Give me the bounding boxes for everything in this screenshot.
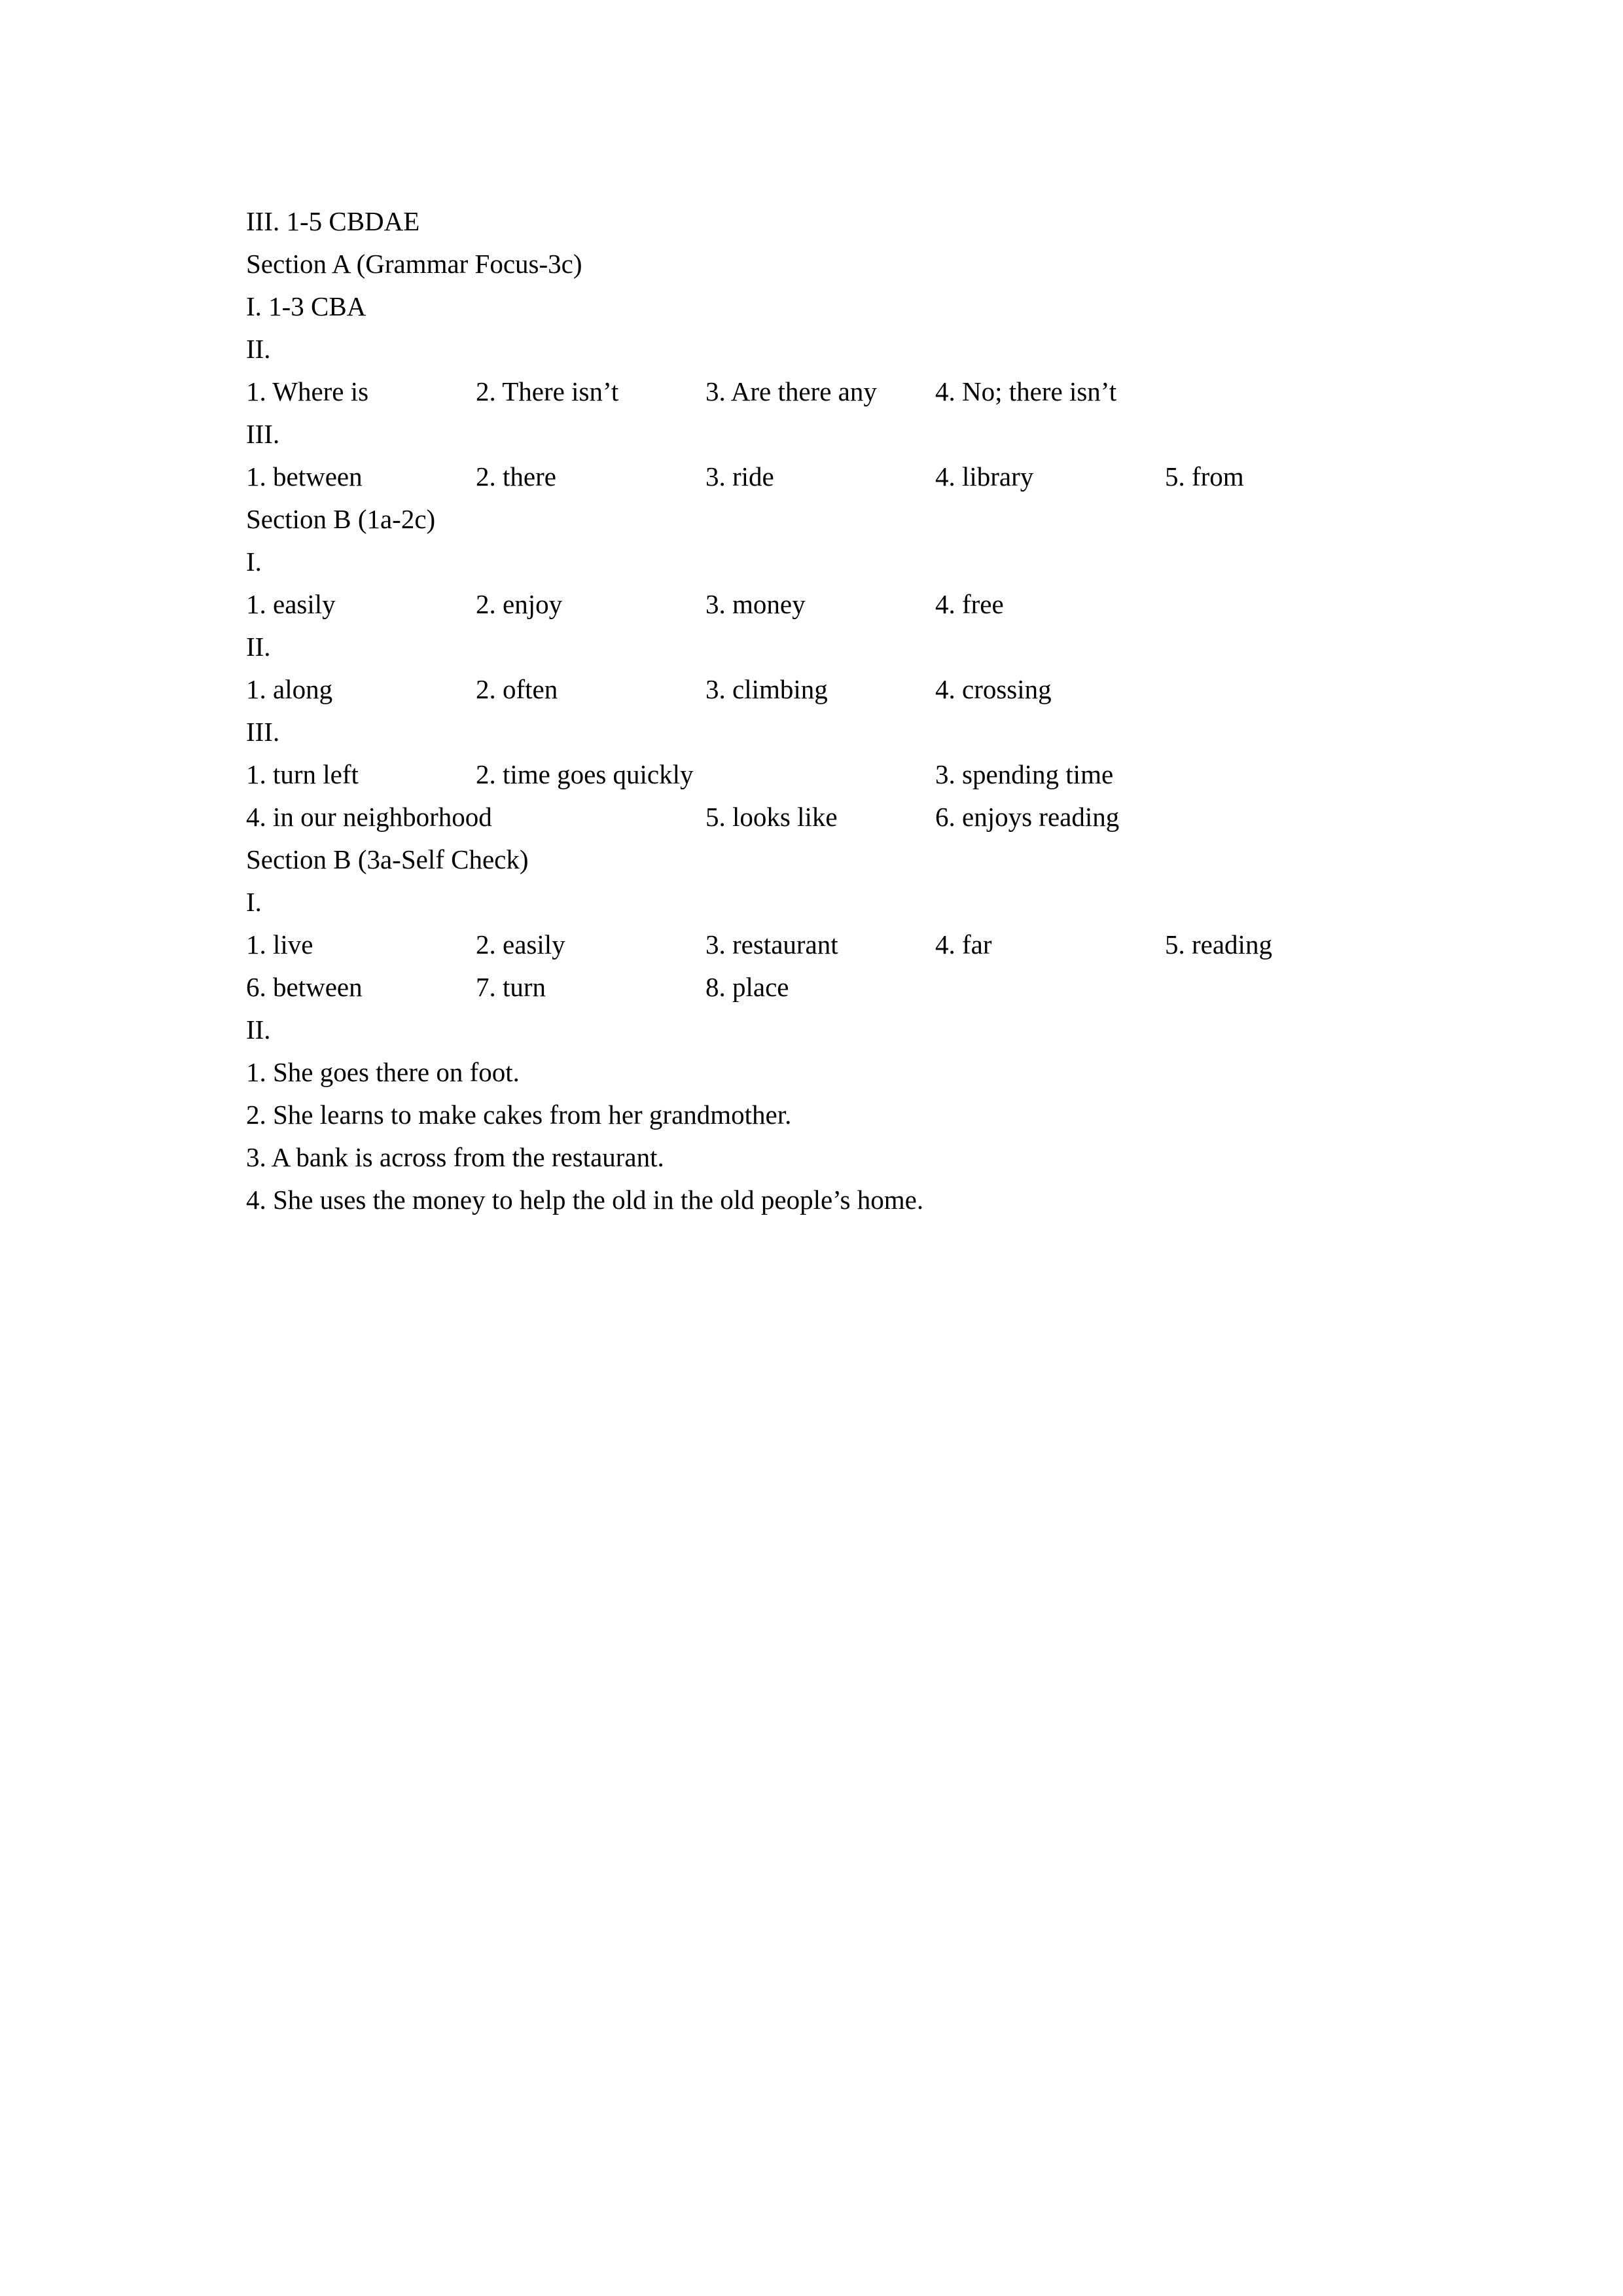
- answer-item: 4. free: [935, 589, 1004, 619]
- answer-sentence: 2. She learns to make cakes from her grandmother.: [246, 1100, 792, 1130]
- answer-item: 1. easily: [246, 589, 336, 619]
- part-label: II.: [246, 334, 271, 364]
- answer-item: 6. between: [246, 972, 363, 1002]
- answer-item: 4. library: [935, 461, 1034, 492]
- answer-item: 3. restaurant: [705, 929, 838, 960]
- part-ii-label: [246, 328, 1463, 370]
- answer-item: 4. No; there isn’t: [935, 376, 1117, 406]
- answer-sentence: 1. She goes there on foot.: [246, 1057, 520, 1087]
- answer-item: 3. money: [705, 589, 806, 619]
- answer-row: [246, 668, 1463, 711]
- answer-item: 5. from: [1165, 461, 1244, 492]
- answer-item: 2. there: [476, 461, 556, 492]
- answer-key-page: [246, 200, 1463, 1221]
- answer-item: 2. enjoy: [476, 589, 563, 619]
- sentence-answer: [246, 1051, 1463, 1094]
- answer-item: 3. Are there any: [705, 376, 877, 406]
- answer-item: 5. looks like: [705, 802, 838, 832]
- part-label: I.: [246, 887, 262, 917]
- answer-item: 3. spending time: [935, 759, 1114, 789]
- part-label: II.: [246, 1014, 271, 1045]
- answer-item: 7. turn: [476, 972, 546, 1002]
- part-iii-label: [246, 413, 1463, 456]
- sentence-answer: [246, 1179, 1463, 1221]
- answer-item: 1. along: [246, 674, 333, 704]
- answer-item: 2. often: [476, 674, 558, 704]
- answer-line: III. 1-5 CBDAE: [246, 206, 420, 236]
- answer-sentence: 3. A bank is across from the restaurant.: [246, 1142, 664, 1172]
- sentence-answer: [246, 1094, 1463, 1136]
- part-ii-label: [246, 626, 1463, 668]
- answer-item: 2. There isn’t: [476, 376, 619, 406]
- section-a-heading: [246, 243, 1463, 285]
- section-b-1a-2c-heading: [246, 498, 1463, 541]
- part-label: III.: [246, 419, 280, 449]
- answer-item: 4. far: [935, 929, 992, 960]
- section-heading: Section A (Grammar Focus-3c): [246, 249, 582, 279]
- answer-item: 4. crossing: [935, 674, 1052, 704]
- part-label: III.: [246, 717, 280, 747]
- answer-row: [246, 966, 1463, 1009]
- answer-row: [246, 796, 1463, 838]
- answer-item: 8. place: [705, 972, 789, 1002]
- answer-row: [246, 456, 1463, 498]
- answer-item: 1. Where is: [246, 376, 369, 406]
- answer-sentence: 4. She uses the money to help the old in the old people’s home.: [246, 1185, 924, 1215]
- answer-item: 6. enjoys reading: [935, 802, 1120, 832]
- answer-row: [246, 370, 1463, 413]
- part-i-answers: [246, 285, 1463, 328]
- answer-row: [246, 753, 1463, 796]
- answer-item: 2. easily: [476, 929, 565, 960]
- section-iii-answers: [246, 200, 1463, 243]
- part-ii-label: [246, 1009, 1463, 1051]
- answer-item: 1. live: [246, 929, 313, 960]
- sentence-answer: [246, 1136, 1463, 1179]
- answer-item: 3. ride: [705, 461, 774, 492]
- answer-row: [246, 583, 1463, 626]
- answer-item: 3. climbing: [705, 674, 828, 704]
- answer-item: 4. in our neighborhood: [246, 802, 492, 832]
- answer-line: I. 1-3 CBA: [246, 291, 366, 321]
- answer-item: 1. between: [246, 461, 363, 492]
- answer-item: 1. turn left: [246, 759, 359, 789]
- answer-item: 2. time goes quickly: [476, 759, 694, 789]
- answer-row: [246, 924, 1463, 966]
- section-b-3a-self-check-heading: [246, 838, 1463, 881]
- part-i-label: [246, 881, 1463, 924]
- part-i-label: [246, 541, 1463, 583]
- section-heading: Section B (3a-Self Check): [246, 844, 529, 874]
- part-label: II.: [246, 632, 271, 662]
- answer-item: 5. reading: [1165, 929, 1272, 960]
- part-iii-label: [246, 711, 1463, 753]
- section-heading: Section B (1a-2c): [246, 504, 436, 534]
- part-label: I.: [246, 547, 262, 577]
